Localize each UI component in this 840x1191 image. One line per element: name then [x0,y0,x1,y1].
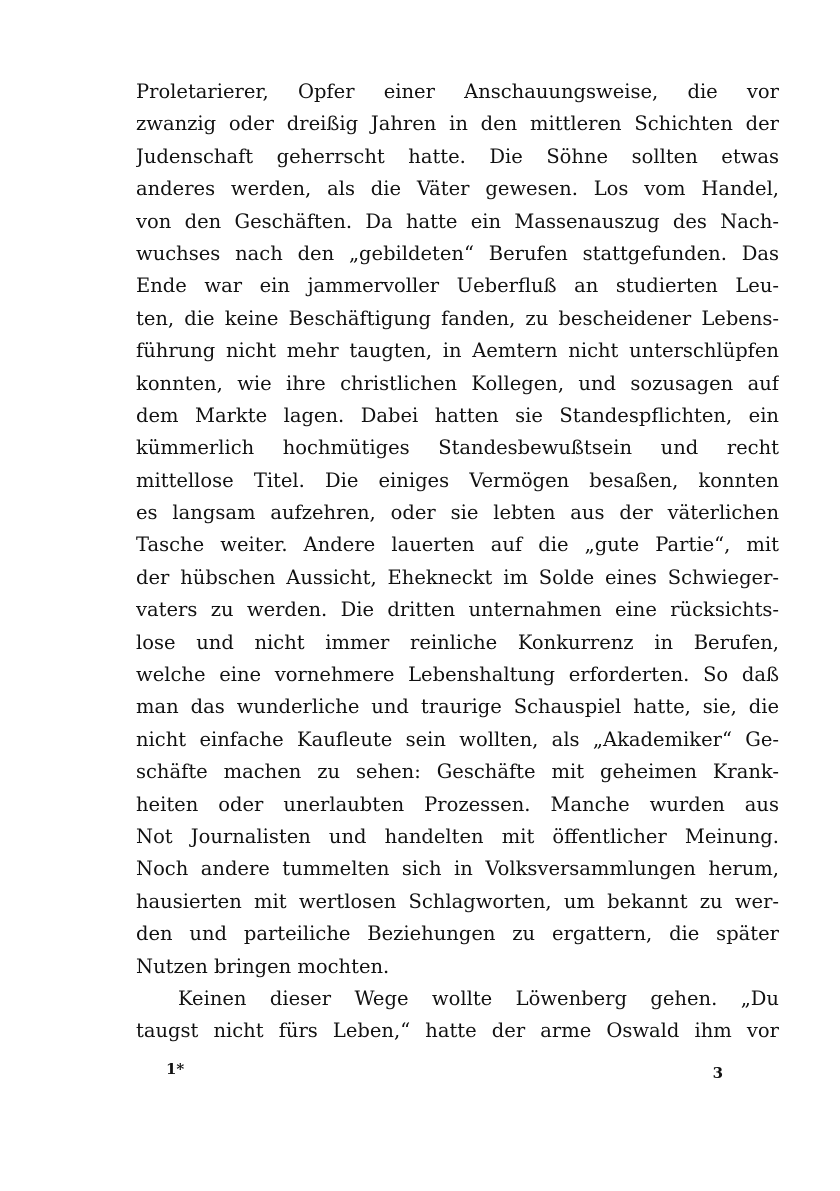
text-line: wuchses nach den „gebildeten“ Berufen stattgefunden. Das [136,241,779,265]
text-line: taugst nicht fürs Leben,“ hatte der arme Oswald ihm vor [136,1019,779,1043]
page-footer [136,1060,779,1088]
text-line: der hübschen Aussicht, Ehekneckt im Solde eines Schwieger- [136,565,779,589]
text-line: den und parteiliche Beziehungen zu ergattern, die später [136,922,779,946]
text-line: es langsam aufzehren, oder sie lebten aus der väterlichen [136,501,779,525]
text-line: man das wunderliche und traurige Schauspiel hatte, sie, die [136,695,779,719]
text-line: zwanzig oder dreißig Jahren in den mittleren Schichten der [136,112,779,136]
text-line: welche eine vornehmere Lebenshaltung erforderten. So daß [136,663,779,687]
text-line: Judenschaft geherrscht hatte. Die Söhne sollten etwas [136,144,779,168]
text-line: Keinen dieser Wege wollte Löwenberg gehen. „Du [178,986,779,1010]
signature-mark: 1* [166,1060,185,1078]
text-line: vaters zu werden. Die dritten unternahmen eine rücksichts- [136,598,779,622]
text-line: anderes werden, als die Väter gewesen. Los vom Handel, [136,177,779,201]
body-text [136,76,779,1048]
text-line: Noch andere tummelten sich in Volksversammlungen herum, [136,857,779,881]
text-line: nicht einfache Kaufleute sein wollten, als „Akademiker“ Ge- [136,727,779,751]
text-line: Ende war ein jammervoller Ueberfluß an studierten Leu- [136,274,779,298]
text-line: heiten oder unerlaubten Prozessen. Manche wurden aus [136,792,779,816]
text-line: dem Markte lagen. Dabei hatten sie Standespflichten, ein [136,403,779,427]
paragraph-2 [136,983,779,1048]
text-line: kümmerlich hochmütiges Standesbewußtsein und recht [136,436,779,460]
text-line: Tasche weiter. Andere lauerten auf die „gute Partie“, mit [136,533,779,557]
text-line: mittellose Titel. Die einiges Vermögen besaßen, konnten [136,468,779,492]
text-line: Not Journalisten und handelten mit öffentlicher Meinung. [136,824,779,848]
text-line: hausierten mit wertlosen Schlagworten, um bekannt zu wer- [136,889,779,913]
text-line: konnten, wie ihre christlichen Kollegen, und sozusagen auf [136,371,779,395]
text-line: ten, die keine Beschäftigung fanden, zu bescheidener Lebens- [136,306,779,330]
text-line: schäfte machen zu sehen: Geschäfte mit geheimen Krank- [136,760,779,784]
text-line: Nutzen bringen mochten. [136,954,390,978]
text-line: von den Geschäften. Da hatte ein Massenauszug des Nach- [136,209,779,233]
text-line: führung nicht mehr taugten, in Aemtern nicht unterschlüpfen [136,339,779,363]
text-line: lose und nicht immer reinliche Konkurrenz in Berufen, [136,630,779,654]
text-line: Proletarierer, Opfer einer Anschauungsweise, die vor [136,80,779,103]
paragraph-1 [136,76,779,983]
page-number: 3 [712,1064,723,1082]
